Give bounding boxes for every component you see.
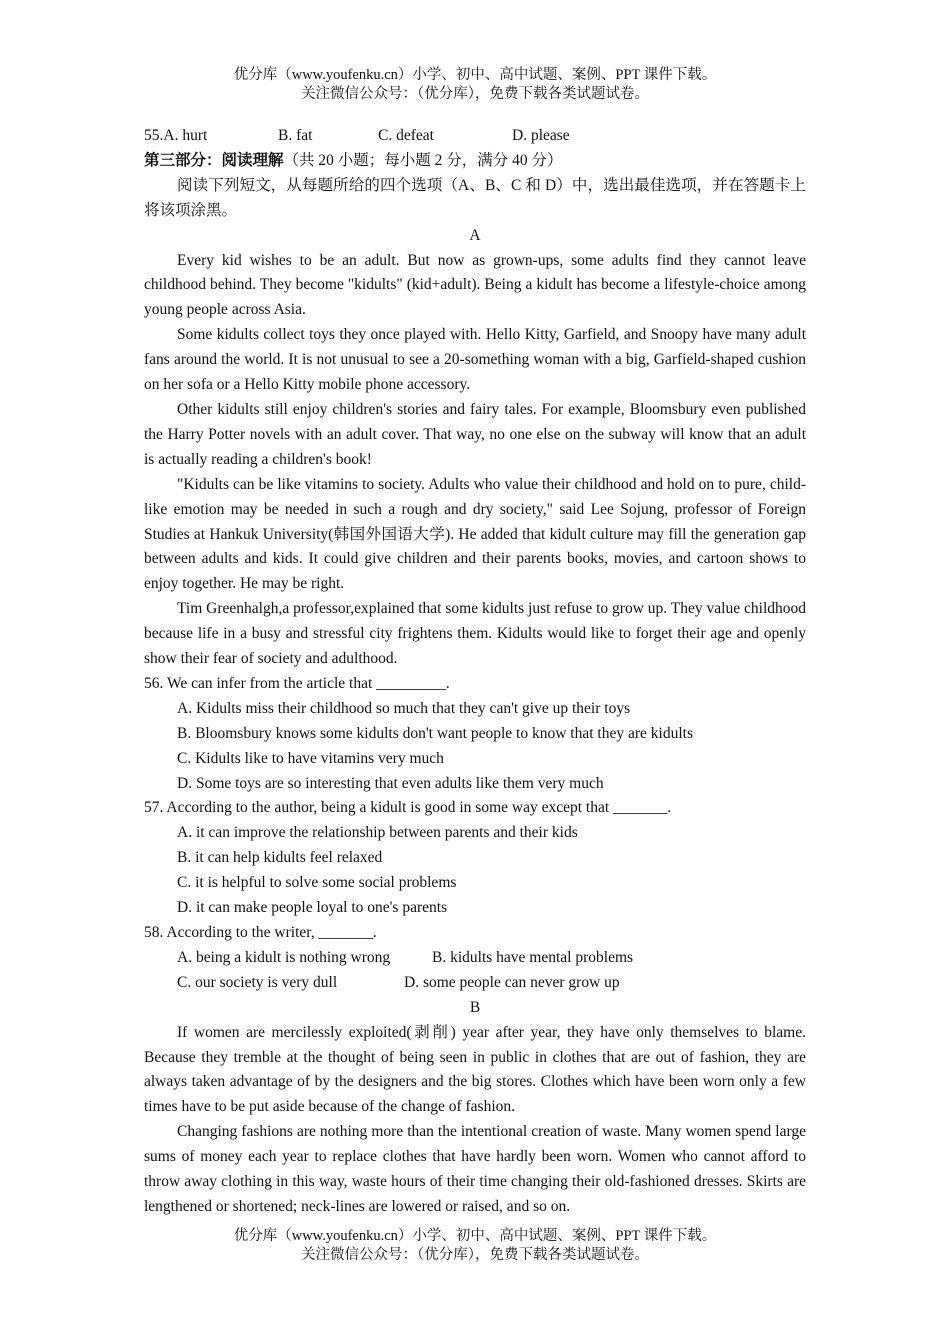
page-footer xyxy=(0,1227,950,1265)
q58-options-row-1 xyxy=(144,946,806,971)
section-instructions: 阅读下列短文，从每题所给的四个选项（A、B、C 和 D）中，选出最佳选项，并在答题卡上将该项涂黑。 xyxy=(144,176,806,219)
passage-b-paragraph: If women are mercilessly exploited(剥削) year after year, they have only themselves to blame. Because they tremble at the thought of being seen in public in clothes that are out of fashion, they are always taken advantage of by the designers and the big stores. Clothes which have been worn only a few times have to be put aside because of the change of fashion. xyxy=(144,1023,806,1116)
passage-a-paragraph: "Kidults can be like vitamins to society. Adults who value their childhood and hold on to pure, child-like emotion may be needed in such a rough and dry society," said Lee Sojung, professor of Foreign Studies at Hankuk University(韩国外国语大学). He added that kidult culture may fill the generation gap between adults and kids. It could give children and their parents books, movies, and cartoon shows to enjoy together. He may be right. xyxy=(144,475,806,593)
section-heading xyxy=(144,149,806,174)
passage-a-paragraph: Other kidults still enjoy children's stories and fairy tales. For example, Bloomsbury even published the Harry Potter novels with an adult cover. That way, no one else on the subway will know that an adult is actually reading a children's book! xyxy=(144,400,806,468)
question-56-stem: 56. We can infer from the article that _________. xyxy=(144,674,450,692)
q56-option-c: C. Kidults like to have vitamins very much xyxy=(177,749,444,767)
page-header xyxy=(0,66,950,104)
footer-line-1: 优分库（www.youfenku.cn）小学、初中、高中试题、案例、PPT 课件下载。 xyxy=(233,1228,717,1244)
section-title: 第三部分：阅读理解 xyxy=(144,151,284,169)
q55-option-b: B. fat xyxy=(278,127,313,144)
question-57-stem: 57. According to the author, being a kidult is good in some way except that _______. xyxy=(144,799,672,817)
header-line-1: 优分库（www.youfenku.cn）小学、初中、高中试题、案例、PPT 课件下载。 xyxy=(233,67,717,83)
q56-option-b: B. Bloomsbury knows some kidults don't want people to know that they are kidults xyxy=(177,724,693,742)
question-55-options xyxy=(144,124,806,149)
q57-option-c: C. it is helpful to solve some social problems xyxy=(177,874,457,892)
footer-line-2: 关注微信公众号：（优分库），免费下载各类试题试卷。 xyxy=(301,1247,649,1263)
q57-option-b: B. it can help kidults feel relaxed xyxy=(177,849,383,867)
passage-b-label: B xyxy=(469,998,481,1016)
q58-option-a: A. being a kidult is nothing wrong xyxy=(177,948,391,966)
passage-a-paragraph: Tim Greenhalgh,a professor,explained that some kidults just refuse to grow up. They value childhood because life in a busy and stressful city frightens them. Kidults would like to forget their age and openly show their fear of society and adulthood. xyxy=(144,600,806,668)
q55-option-a: 55.A. hurt xyxy=(144,127,208,144)
passage-a-paragraph: Some kidults collect toys they once played with. Hello Kitty, Garfield, and Snoopy have many adult fans around the world. It is not unusual to see a 20-something woman with a big, Garfield-shaped cushion on her sofa or a Hello Kitty mobile phone accessory. xyxy=(144,326,806,394)
section-note: （共 20 小题；每小题 2 分，满分 40 分） xyxy=(283,151,563,169)
q58-option-d: D. some people can never grow up xyxy=(404,973,620,991)
q56-option-a: A. Kidults miss their childhood so much that they can't give up their toys xyxy=(177,699,631,717)
q58-options-row-2 xyxy=(144,971,806,996)
q58-option-b: B. kidults have mental problems xyxy=(432,948,634,966)
q58-option-c: C. our society is very dull xyxy=(177,973,338,991)
q57-option-a: A. it can improve the relationship between parents and their kids xyxy=(177,824,578,842)
q55-option-d: D. please xyxy=(512,127,570,144)
header-line-2: 关注微信公众号：（优分库），免费下载各类试题试卷。 xyxy=(301,86,649,102)
passage-a-label: A xyxy=(469,226,481,244)
passage-b-paragraph: Changing fashions are nothing more than the intentional creation of waste. Many women spend large sums of money each year to replace clothes that have hardly been worn. Women who cannot afford to throw away clothing in this way, waste hours of their time changing their old-fashioned dresses. Skirts are lengthened or shortened; neck-lines are lowered or raised, and so on. xyxy=(144,1123,806,1215)
q55-option-c: C. defeat xyxy=(378,127,434,144)
q57-option-d: D. it can make people loyal to one's parents xyxy=(177,899,448,917)
passage-a-paragraph: Every kid wishes to be an adult. But now as grown-ups, some adults find they cannot leave childhood behind. They become "kidults" (kid+adult). Being a kidult has become a lifestyle-choice among young people across Asia. xyxy=(144,251,806,319)
document-body xyxy=(144,124,806,1220)
q56-option-d: D. Some toys are so interesting that even adults like them very much xyxy=(177,774,604,792)
question-58-stem: 58. According to the writer, _______. xyxy=(144,924,377,941)
